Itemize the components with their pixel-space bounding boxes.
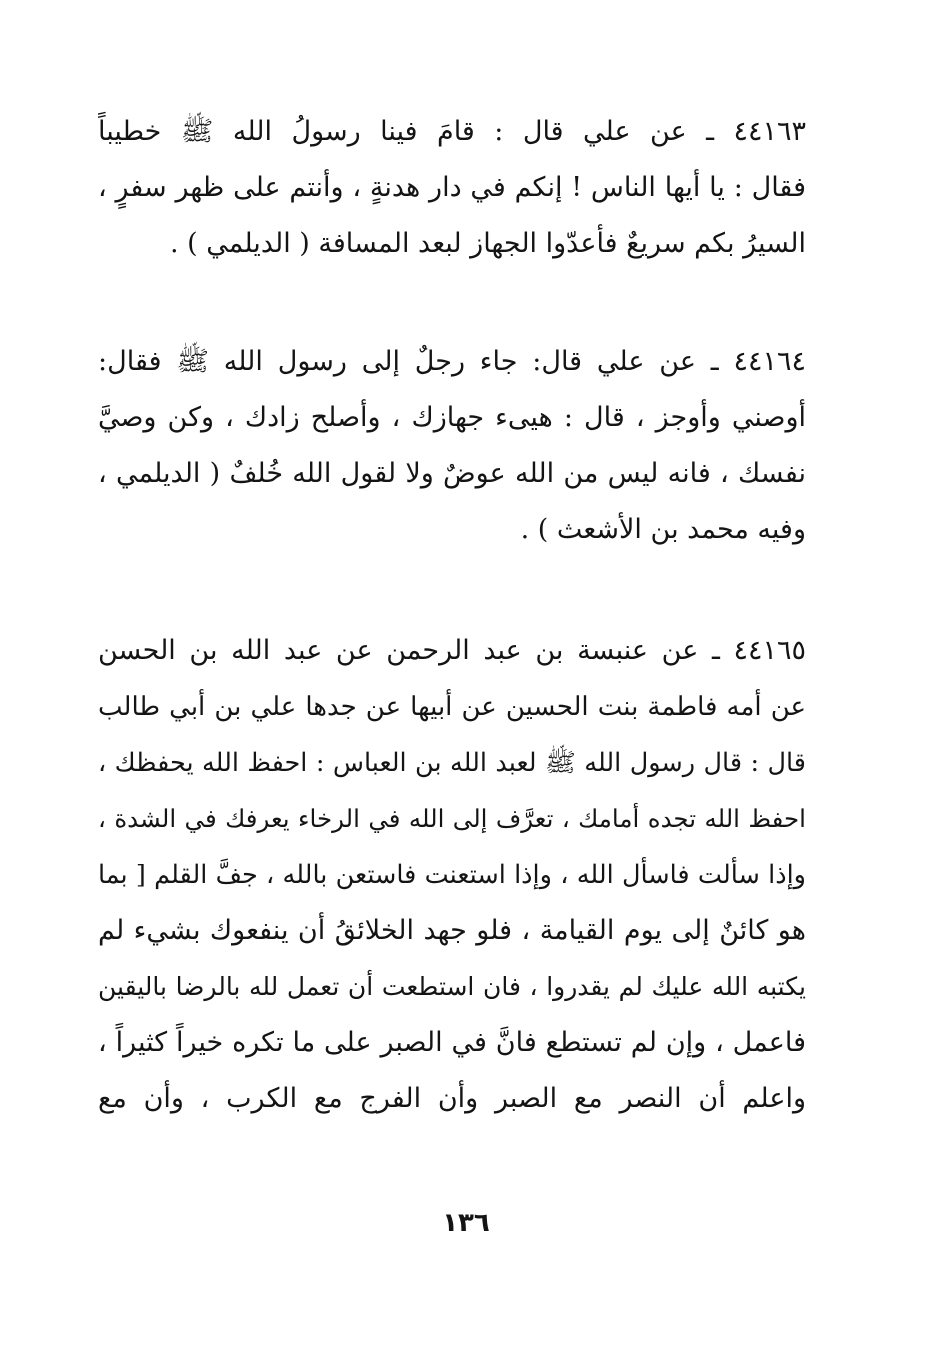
text-line: ٤٤١٦٣ ـ عن علي قال : قامَ فينا رسولُ الله ﷺ خطيباً: [98, 116, 806, 147]
text-line: السيرُ بكم سريعٌ فأعدّوا الجهاز لبعد المسافة ( الديلمي ) .: [169, 228, 806, 259]
text-line: نفسك ، فانه ليس من الله عوضٌ ولا لقول الله خُلفٌ ( الديلمي ،: [98, 458, 806, 489]
text-line: ٤٤١٦٥ ـ عن عنبسة بن عبد الرحمن عن عبد الله بن الحسن: [98, 635, 806, 666]
text-line: فقال : يا أيها الناس ! إنكم في دار هدنةٍ ، وأنتم على ظهر سفرٍ ،: [98, 172, 806, 203]
text-line: يكتبه الله عليك لم يقدروا ، فان استطعت أن تعمل لله بالرضا باليقين: [98, 972, 806, 1001]
text-line: وإذا سألت فاسأل الله ، وإذا استعنت فاستعن بالله ، جفَّ القلم [ بما: [98, 860, 806, 890]
hadith-entry-44164: [98, 334, 806, 558]
text-line: احفظ الله تجده أمامك ، تعرَّف إلى الله في الرخاء يعرفك في الشدة ،: [98, 804, 806, 833]
hadith-entry-44165: [98, 623, 806, 1127]
text-line: هو كائنٌ إلى يوم القيامة ، فلو جهد الخلائقُ أن ينفعوك بشيء لم: [98, 915, 806, 946]
text-line: فاعمل ، وإن لم تستطع فانَّ في الصبر على ما تكره خيراً كثيراً ،: [98, 1027, 806, 1058]
text-line: أوصني وأوجز ، قال : هيىء جهازك ، وأصلح زادك ، وكن وصيَّ: [98, 402, 806, 433]
text-line: ٤٤١٦٤ ـ عن علي قال: جاء رجلٌ إلى رسول الله ﷺ فقال:: [98, 346, 806, 377]
text-line: وفيه محمد بن الأشعث ) .: [520, 514, 806, 545]
text-line: واعلم أن النصر مع الصبر وأن الفرج مع الكرب ، وأن مع: [98, 1083, 806, 1114]
text-line: عن أمه فاطمة بنت الحسين عن أبيها عن جدها علي بن أبي طالب: [98, 692, 806, 722]
page-number: ١٣٦: [442, 1208, 490, 1238]
text-line: قال : قال رسول الله ﷺ لعبد الله بن العباس : احفظ الله يحفظك ،: [98, 748, 806, 778]
hadith-entry-44163: [98, 104, 806, 272]
